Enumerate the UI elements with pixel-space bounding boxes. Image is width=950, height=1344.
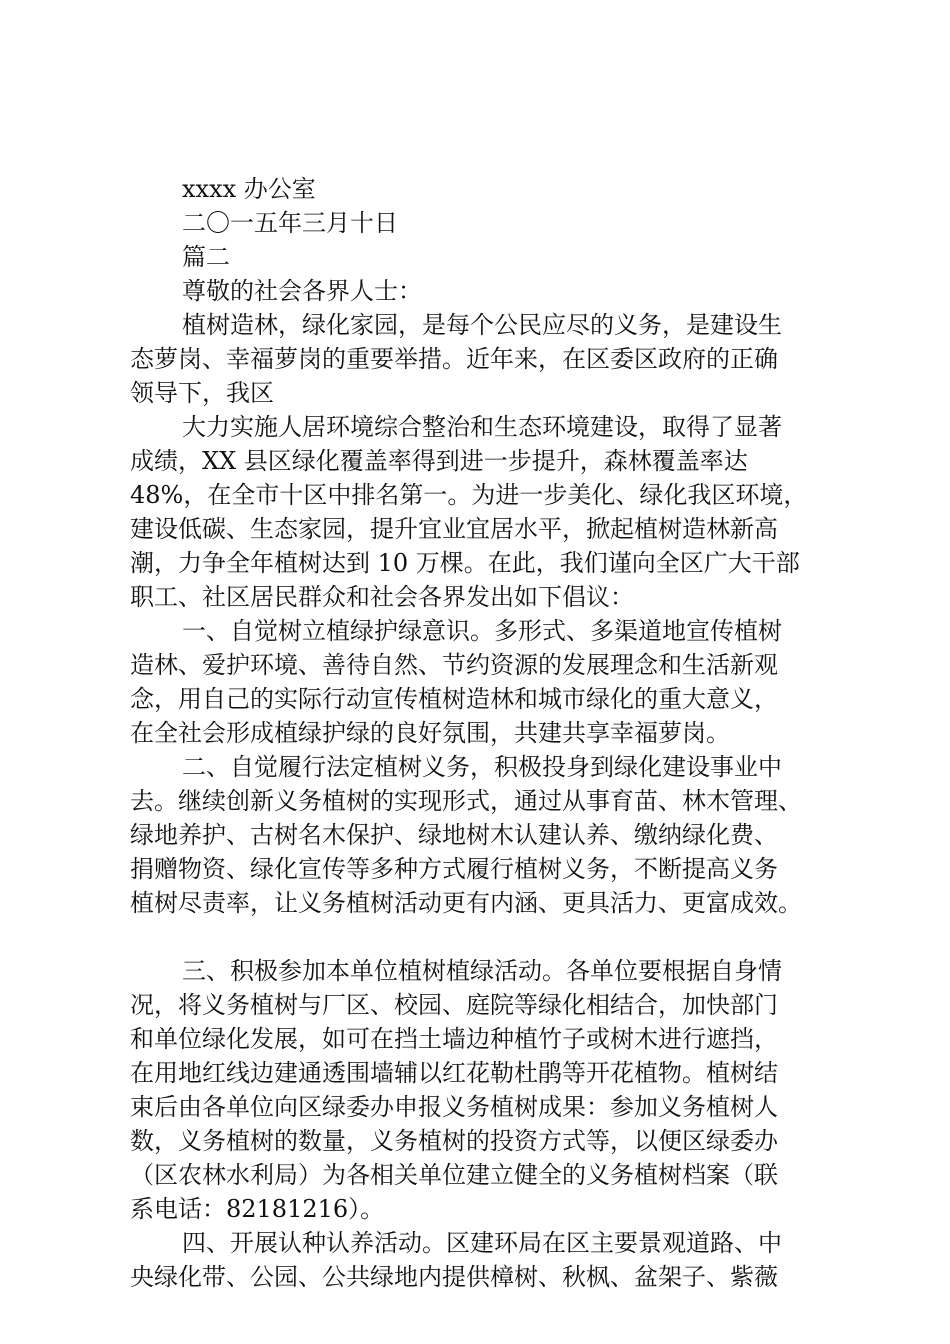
text-line: 二〇一五年三月十日 <box>182 209 398 237</box>
text-line: 二、自觉履行法定植树义务，积极投身到绿化建设事业中 <box>182 753 782 781</box>
text-line: 念，用自己的实际行动宣传植树造林和城市绿化的重大意义， <box>130 685 778 713</box>
text-line: 去。继续创新义务植树的实现形式，通过从事育苗、林木管理、 <box>130 787 802 815</box>
text-line: 在用地红线边建通透围墙辅以红花勒杜鹃等开花植物。植树结 <box>130 1059 778 1087</box>
text-line: 系电话：82181216）。 <box>130 1195 385 1223</box>
text-line: 植树造林，绿化家园，是每个公民应尽的义务，是建设生 <box>182 311 782 339</box>
text-line: 态萝岗、幸福萝岗的重要举措。近年来，在区委区政府的正确 <box>130 345 778 373</box>
text-line: 捐赠物资、绿化宣传等多种方式履行植树义务，不断提高义务 <box>130 855 778 883</box>
text-line: 一、自觉树立植绿护绿意识。多形式、多渠道地宣传植树 <box>182 617 782 645</box>
text-line: 植树尽责率，让义务植树活动更有内涵、更具活力、更富成效。 <box>130 889 802 917</box>
text-line: 和单位绿化发展，如可在挡土墙边种植竹子或树木进行遮挡， <box>130 1025 778 1053</box>
text-line: 成绩，XX 县区绿化覆盖率得到进一步提升，森林覆盖率达 <box>130 447 748 475</box>
text-line: 领导下，我区 <box>130 379 274 407</box>
text-line: 况，将义务植树与厂区、校园、庭院等绿化相结合，加快部门 <box>130 991 778 1019</box>
text-line: 48%，在全市十区中排名第一。为进一步美化、绿化我区环境， <box>130 481 808 509</box>
text-line: 尊敬的社会各界人士： <box>182 277 422 305</box>
text-line: 潮，力争全年植树达到 10 万棵。在此，我们谨向全区广大干部 <box>130 549 800 577</box>
text-line: 造林、爱护环境、善待自然、节约资源的发展理念和生活新观 <box>130 651 778 679</box>
text-line: 三、积极参加本单位植树植绿活动。各单位要根据自身情 <box>182 957 782 985</box>
text-line: （区农林水利局）为各相关单位建立健全的义务植树档案（联 <box>130 1161 778 1189</box>
document-body <box>130 172 842 1294</box>
text-line: 大力实施人居环境综合整治和生态环境建设，取得了显著 <box>182 413 782 441</box>
text-line: 绿地养护、古树名木保护、绿地树木认建认养、缴纳绿化费、 <box>130 821 778 849</box>
text-line: 在全社会形成植绿护绿的良好氛围，共建共享幸福萝岗。 <box>130 719 730 747</box>
text-line: 篇二 <box>182 243 230 271</box>
text-line: 建设低碳、生态家园，提升宜业宜居水平，掀起植树造林新高 <box>130 515 778 543</box>
text-line: 数，义务植树的数量，义务植树的投资方式等，以便区绿委办 <box>130 1127 778 1155</box>
text-line: 束后由各单位向区绿委办申报义务植树成果：参加义务植树人 <box>130 1093 778 1121</box>
text-line: 四、开展认种认养活动。区建环局在区主要景观道路、中 <box>182 1229 782 1257</box>
text-line: 央绿化带、公园、公共绿地内提供樟树、秋枫、盆架子、紫薇 <box>130 1263 778 1291</box>
text-line: xxxx 办公室 <box>182 175 316 203</box>
text-line: 职工、社区居民群众和社会各界发出如下倡议： <box>130 583 634 611</box>
blank-line <box>130 920 842 954</box>
